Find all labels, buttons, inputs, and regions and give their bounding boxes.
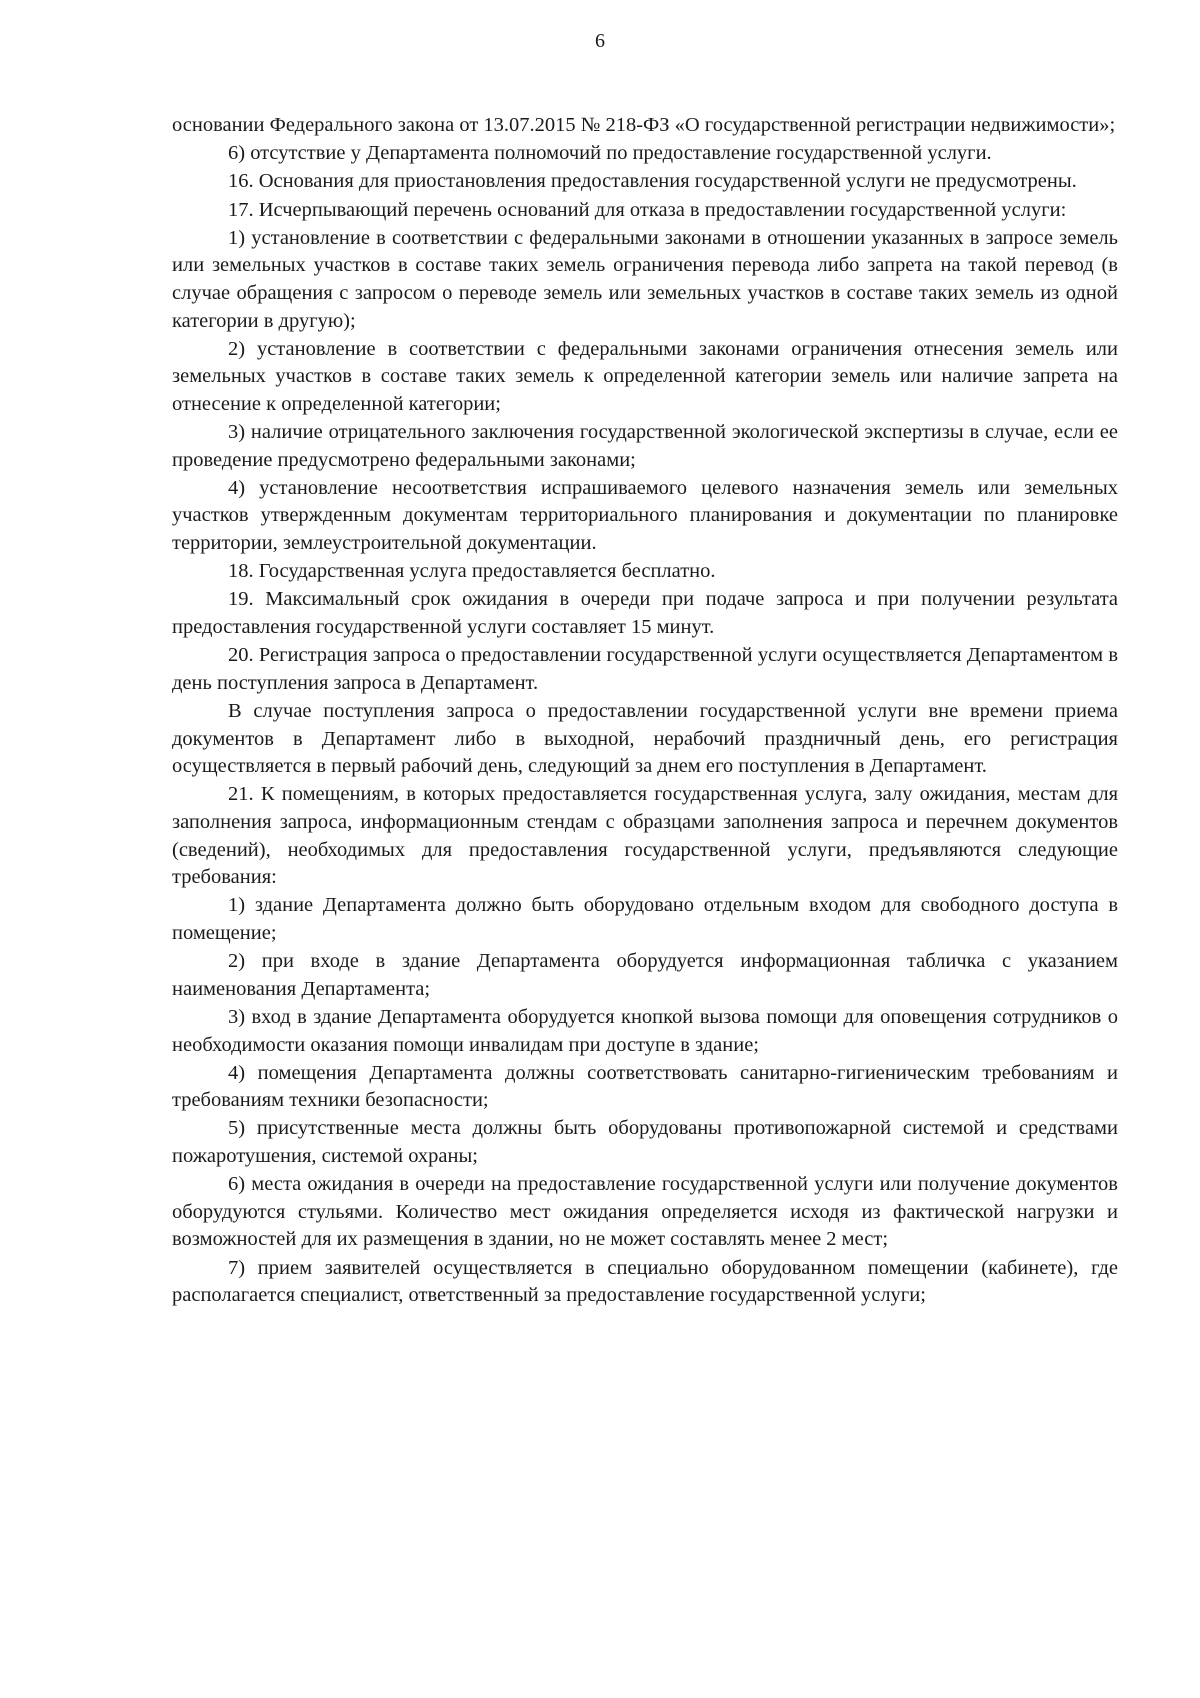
- paragraph-21-item-4: 4) помещения Департамента должны соответствовать санитарно-гигиеническим требованиям и требованиям техники безопасности;: [172, 1061, 1118, 1112]
- paragraph-item-6-no-authority: 6) отсутствие у Департамента полномочий по предоставление государственной услуги.: [228, 142, 992, 165]
- paragraph-21-premises-requirements: 21. К помещениям, в которых предоставляется государственная услуга, залу ожидания, местам для заполнения запроса, информационным стендам с образцами заполнения запроса и перечнем документов (сведений), необходимых для предоставления государственной услуги, предъявляются следующие требования:: [172, 783, 1118, 889]
- paragraph-21-item-3: 3) вход в здание Департамента оборудуется кнопкой вызова помощи для оповещения сотрудников о необходимости оказания помощи инвалидам при доступе в здание;: [172, 1005, 1118, 1056]
- paragraph-21-item-5: 5) присутственные места должны быть оборудованы противопожарной системой и средствами пожаротушения, системой охраны;: [172, 1117, 1118, 1168]
- paragraph-17-item-4: 4) установление несоответствия испрашиваемого целевого назначения земель или земельных участков утвержденным документам территориального планирования и документации по планировке территории, землеустроительной документации.: [172, 476, 1118, 555]
- paragraph-17-item-2: 2) установление в соответствии с федеральными законами ограничения отнесения земель или земельных участков в составе таких земель к определенной категории земель или наличие запрета на отнесение к определенной категории;: [172, 337, 1118, 415]
- paragraph-20-registration: 20. Регистрация запроса о предоставлении государственной услуги осуществляется Департаментом в день поступления запроса в Департамент.: [172, 644, 1118, 694]
- paragraph-21-item-1: 1) здание Департамента должно быть оборудовано отдельным входом для свободного доступа в помещение;: [172, 894, 1118, 944]
- page-number: 6: [595, 30, 605, 52]
- paragraph-21-item-2: 2) при входе в здание Департамента оборудуется информационная табличка с указанием наименования Департамента;: [172, 950, 1118, 1000]
- paragraph-17-item-1: 1) установление в соответствии с федеральными законами в отношении указанных в запросе земель или земельных участков в составе таких земель ограничения перевода либо запрета на такой перевод (в случае обращения с запросом о переводе земель или земельных участков в составе таких земель из одной категории в другую);: [172, 226, 1118, 332]
- paragraph-21-item-7: 7) прием заявителей осуществляется в специально оборудованном помещении (кабинете), где располагается специалист, ответственный за предоставление государственной услуги;: [172, 1256, 1118, 1307]
- paragraph-18-free-of-charge: 18. Государственная услуга предоставляется бесплатно.: [228, 560, 716, 583]
- paragraph-16-suspension-grounds: 16. Основания для приостановления предоставления государственной услуги не предусмотрены.: [228, 170, 1077, 193]
- paragraph-20-after-hours: В случае поступления запроса о предоставлении государственной услуги вне времени приема документов в Департамент либо в выходной, нерабочий праздничный день, его регистрация осуществляется в первый рабочий день, следующий за днем его поступления в Департамент.: [172, 700, 1118, 778]
- paragraph-21-item-6: 6) места ожидания в очереди на предоставление государственной услуги или получение документов оборудуются стульями. Количество мест ожидания определяется исходя из фактической нагрузки и возможностей для их размещения в здании, но не может составлять менее 2 мест;: [172, 1173, 1118, 1251]
- paragraph-17-item-3: 3) наличие отрицательного заключения государственной экологической экспертизы в случае, если ее проведение предусмотрено федеральными законами;: [172, 421, 1118, 471]
- paragraph-17-refusal-grounds: 17. Исчерпывающий перечень оснований для отказа в предоставлении государственной услуги:: [228, 198, 1067, 221]
- document-body: [172, 112, 1118, 1310]
- paragraph-19-waiting-time: 19. Максимальный срок ожидания в очереди при подаче запроса и при получении результата предоставления государственной услуги составляет 15 минут.: [172, 588, 1118, 639]
- paragraph-continuation: основании Федерального закона от 13.07.2015 № 218-ФЗ «О государственной регистрации недвижимости»;: [172, 114, 1116, 136]
